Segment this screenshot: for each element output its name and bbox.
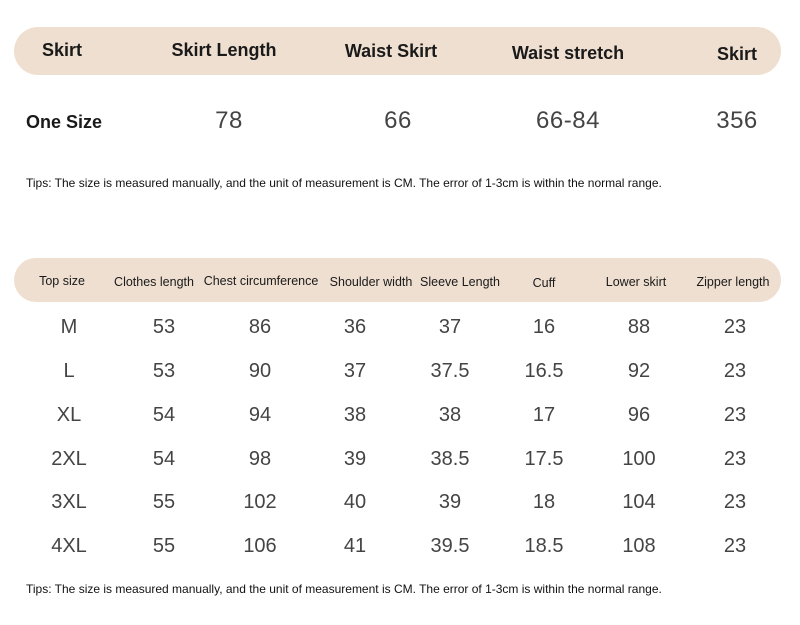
top-row-2xl-sleeve: 38.5 [430, 448, 470, 470]
top-header-lower-skirt: Lower skirt [605, 275, 667, 289]
top-row-l-shoulder: 37 [343, 360, 367, 382]
top-row-m-sleeve: 37 [438, 316, 462, 338]
top-row-xl-cuff: 17 [532, 404, 556, 426]
tips-text-1: Tips: The size is measured manually, and the unit of measurement is CM. The error of 1-3cm is within the normal range. [26, 176, 662, 190]
top-row-xl-sleeve: 38 [438, 404, 462, 426]
top-row-m-lower: 88 [627, 316, 651, 338]
top-row-l-zipper: 23 [723, 360, 747, 382]
skirt-value-waist: 66 [384, 107, 412, 134]
top-row-2xl-size: 2XL [51, 448, 87, 470]
top-row-4xl-size: 4XL [51, 535, 87, 557]
top-row-l-clothes: 53 [152, 360, 176, 382]
top-header-sleeve: Sleeve Length [420, 275, 500, 289]
top-header-clothes-length: Clothes length [114, 275, 194, 289]
top-row-l-chest: 90 [248, 360, 272, 382]
top-row-3xl-lower: 104 [622, 491, 656, 513]
top-row-3xl-zipper: 23 [723, 491, 747, 513]
top-row-m-cuff: 16 [532, 316, 556, 338]
skirt-header-skirt-length: Skirt Length [171, 40, 277, 60]
top-header-shoulder: Shoulder width [329, 275, 413, 289]
tips-text-2: Tips: The size is measured manually, and the unit of measurement is CM. The error of 1-3cm is within the normal range. [26, 582, 662, 596]
top-row-2xl-cuff: 17.5 [524, 448, 564, 470]
top-row-m-chest: 86 [248, 316, 272, 338]
top-row-xl-shoulder: 38 [343, 404, 367, 426]
skirt-header-waist-stretch: Waist stretch [511, 43, 625, 63]
top-header-zipper: Zipper length [696, 275, 770, 289]
skirt-header-waist-skirt: Waist Skirt [344, 41, 438, 61]
top-row-m-shoulder: 36 [343, 316, 367, 338]
top-row-4xl-zipper: 23 [723, 535, 747, 557]
top-row-2xl-clothes: 54 [152, 448, 176, 470]
top-row-2xl-lower: 100 [622, 448, 656, 470]
top-row-3xl-sleeve: 39 [438, 491, 462, 513]
top-row-m-size: M [60, 316, 78, 338]
top-row-m-zipper: 23 [723, 316, 747, 338]
skirt-value-length: 78 [215, 107, 243, 134]
top-row-3xl-size: 3XL [51, 491, 87, 513]
top-row-4xl-clothes: 55 [152, 535, 176, 557]
skirt-value-skirt: 356 [716, 107, 758, 134]
top-row-2xl-chest: 98 [248, 448, 272, 470]
top-row-xl-zipper: 23 [723, 404, 747, 426]
top-header-size: Top size [39, 274, 85, 288]
top-row-m-clothes: 53 [152, 316, 176, 338]
top-row-l-lower: 92 [627, 360, 651, 382]
top-row-xl-lower: 96 [627, 404, 651, 426]
skirt-row-label: One Size [26, 112, 103, 132]
top-row-2xl-shoulder: 39 [343, 448, 367, 470]
skirt-header-skirt-2: Skirt [716, 44, 758, 64]
top-row-4xl-sleeve: 39.5 [430, 535, 470, 557]
top-row-4xl-lower: 108 [622, 535, 656, 557]
top-row-xl-clothes: 54 [152, 404, 176, 426]
top-row-l-size: L [63, 360, 75, 382]
top-row-3xl-chest: 102 [243, 491, 277, 513]
top-row-l-sleeve: 37.5 [430, 360, 470, 382]
top-row-xl-size: XL [56, 404, 82, 426]
top-row-3xl-clothes: 55 [152, 491, 176, 513]
top-row-4xl-cuff: 18.5 [524, 535, 564, 557]
top-row-l-cuff: 16.5 [524, 360, 564, 382]
top-header-chest: Chest circumference [203, 274, 319, 288]
top-row-3xl-shoulder: 40 [343, 491, 367, 513]
skirt-header-skirt: Skirt [41, 40, 83, 60]
top-row-4xl-shoulder: 41 [343, 535, 367, 557]
top-row-xl-chest: 94 [248, 404, 272, 426]
skirt-value-waist-stretch: 66-84 [536, 107, 600, 134]
top-row-3xl-cuff: 18 [532, 491, 556, 513]
top-row-2xl-zipper: 23 [723, 448, 747, 470]
top-header-cuff: Cuff [532, 276, 556, 290]
top-row-4xl-chest: 106 [243, 535, 277, 557]
